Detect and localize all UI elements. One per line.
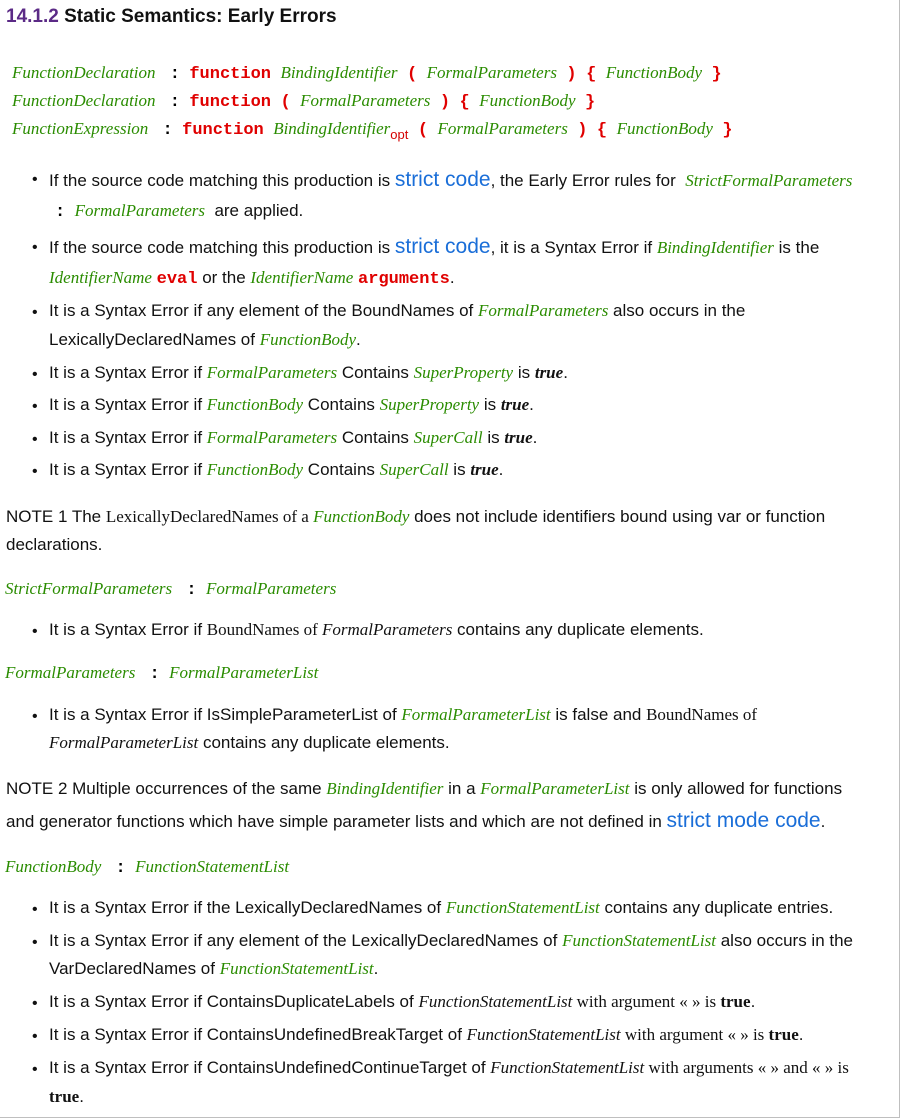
punctuator: { bbox=[586, 65, 597, 84]
keyword-function: function bbox=[182, 121, 264, 140]
section-title: Static Semantics: Early Errors bbox=[64, 6, 337, 27]
punctuator: ) bbox=[439, 93, 451, 112]
link-strict-code[interactable]: strict code bbox=[394, 235, 491, 258]
link-strict-code[interactable]: strict code bbox=[394, 168, 491, 191]
list-item-cont: VarDeclaredNames of FunctionStatementList. bbox=[49, 959, 379, 978]
list-item: It is a Syntax Error if any element of the BoundNames of FormalParameters also occurs in the bbox=[49, 301, 746, 320]
list-item: It is a Syntax Error if ContainsDuplicateLabels of FunctionStatementList with argument « » is true. bbox=[49, 992, 756, 1011]
list-item: If the source code matching this production is strict code, it is a Syntax Error if BindingIdentifier is the bbox=[49, 235, 820, 258]
list-item-cont: LexicallyDeclaredNames of FunctionBody. bbox=[49, 330, 361, 349]
punctuator: } bbox=[722, 121, 733, 140]
punctuator: ( bbox=[417, 121, 429, 140]
production-function-body: FunctionBody : FunctionStatementList bbox=[5, 857, 290, 878]
list-item-cont: true. bbox=[49, 1087, 84, 1106]
nonterminal: FunctionBody bbox=[479, 91, 576, 110]
bullet-marker: • bbox=[32, 901, 38, 918]
production-function-declaration-anon bbox=[12, 91, 595, 112]
bullet-marker: • bbox=[32, 463, 38, 480]
nonterminal: FormalParameters bbox=[437, 119, 568, 138]
list-item-cont: : FormalParameters are applied. bbox=[55, 201, 304, 222]
nonterminal: FormalParameters bbox=[426, 63, 557, 82]
section-heading bbox=[6, 6, 337, 28]
bullet-marker: • bbox=[32, 431, 38, 448]
production-strict-formal-parameters: StrictFormalParameters : FormalParameters bbox=[5, 579, 337, 600]
list-item: If the source code matching this production is strict code, the Early Error rules for StrictFormalParameters bbox=[49, 168, 853, 191]
bullet-marker: • bbox=[32, 366, 38, 383]
bullet-marker: • bbox=[32, 934, 38, 951]
punctuator: ) bbox=[566, 65, 577, 84]
bullet-marker: • bbox=[32, 398, 38, 415]
list-item: It is a Syntax Error if FunctionBody Contains SuperProperty is true. bbox=[49, 395, 534, 414]
grammar-colon: : bbox=[169, 93, 180, 112]
list-item: It is a Syntax Error if IsSimpleParameterList of FormalParameterList is false and BoundNames of bbox=[49, 705, 758, 724]
bullet-marker: • bbox=[32, 239, 38, 256]
production-formal-parameters: FormalParameters : FormalParameterList bbox=[5, 663, 319, 684]
keyword-function: function bbox=[189, 65, 271, 84]
bullet-marker: • bbox=[32, 304, 38, 321]
punctuator: ) bbox=[577, 121, 588, 140]
punctuator: { bbox=[459, 93, 470, 112]
production-function-declaration bbox=[12, 63, 722, 84]
production-function-expression bbox=[12, 119, 733, 140]
list-item: It is a Syntax Error if FormalParameters Contains SuperProperty is true. bbox=[49, 363, 568, 382]
bullet-marker: • bbox=[32, 708, 38, 725]
list-item: It is a Syntax Error if the LexicallyDeclaredNames of FunctionStatementList contains any duplicate entries. bbox=[49, 898, 834, 917]
nonterminal: BindingIdentifier bbox=[280, 63, 398, 82]
bullet-marker: • bbox=[32, 995, 38, 1012]
list-item: It is a Syntax Error if ContainsUndefinedBreakTarget of FunctionStatementList with argument « » is true. bbox=[49, 1025, 804, 1044]
bullet-marker: • bbox=[32, 171, 38, 188]
punctuator: ( bbox=[406, 65, 418, 84]
nonterminal: FormalParameters bbox=[300, 91, 431, 110]
nonterminal: FunctionDeclaration bbox=[12, 63, 156, 82]
note-1-cont: declarations. bbox=[6, 535, 103, 554]
list-item: It is a Syntax Error if FunctionBody Contains SuperCall is true. bbox=[49, 460, 504, 479]
bullet-marker: • bbox=[32, 1061, 38, 1078]
punctuator: { bbox=[596, 121, 608, 140]
opt-subscript: opt bbox=[390, 127, 409, 142]
nonterminal: FunctionExpression bbox=[12, 119, 149, 138]
note-2: NOTE 2 Multiple occurrences of the same BindingIdentifier in a FormalParameterList is only allowed for functions bbox=[6, 779, 843, 798]
note-2-cont: and generator functions which have simple parameter lists and which are not defined in strict mode code. bbox=[6, 809, 826, 832]
list-item: It is a Syntax Error if FormalParameters Contains SuperCall is true. bbox=[49, 428, 538, 447]
link-strict-mode-code[interactable]: strict mode code bbox=[666, 809, 821, 832]
grammar-colon: : bbox=[162, 121, 173, 140]
grammar-colon: : bbox=[169, 65, 180, 84]
nonterminal: FunctionBody bbox=[605, 63, 703, 82]
section-number: 14.1.2 bbox=[6, 6, 59, 27]
bullet-marker: • bbox=[32, 623, 38, 640]
list-item: It is a Syntax Error if ContainsUndefinedContinueTarget of FunctionStatementList with arguments « » and « » is bbox=[49, 1058, 849, 1077]
punctuator: } bbox=[584, 93, 596, 112]
nonterminal: FunctionDeclaration bbox=[12, 91, 156, 110]
list-item: It is a Syntax Error if any element of the LexicallyDeclaredNames of FunctionStatementList also occurs in the bbox=[49, 931, 854, 950]
bullet-marker: • bbox=[32, 1028, 38, 1045]
list-item: It is a Syntax Error if BoundNames of FormalParameters contains any duplicate elements. bbox=[49, 620, 704, 639]
nonterminal: FunctionBody bbox=[616, 119, 713, 138]
nonterminal: BindingIdentifier bbox=[273, 119, 391, 138]
keyword-function: function bbox=[189, 93, 271, 112]
punctuator: } bbox=[711, 65, 722, 84]
list-item-cont: FormalParameterList contains any duplicate elements. bbox=[49, 733, 450, 752]
punctuator: ( bbox=[280, 93, 291, 112]
list-item-cont: IdentifierName eval or the IdentifierName arguments. bbox=[49, 268, 455, 289]
note-1: NOTE 1 The LexicallyDeclaredNames of a FunctionBody does not include identifiers bound using var or function bbox=[6, 507, 826, 526]
